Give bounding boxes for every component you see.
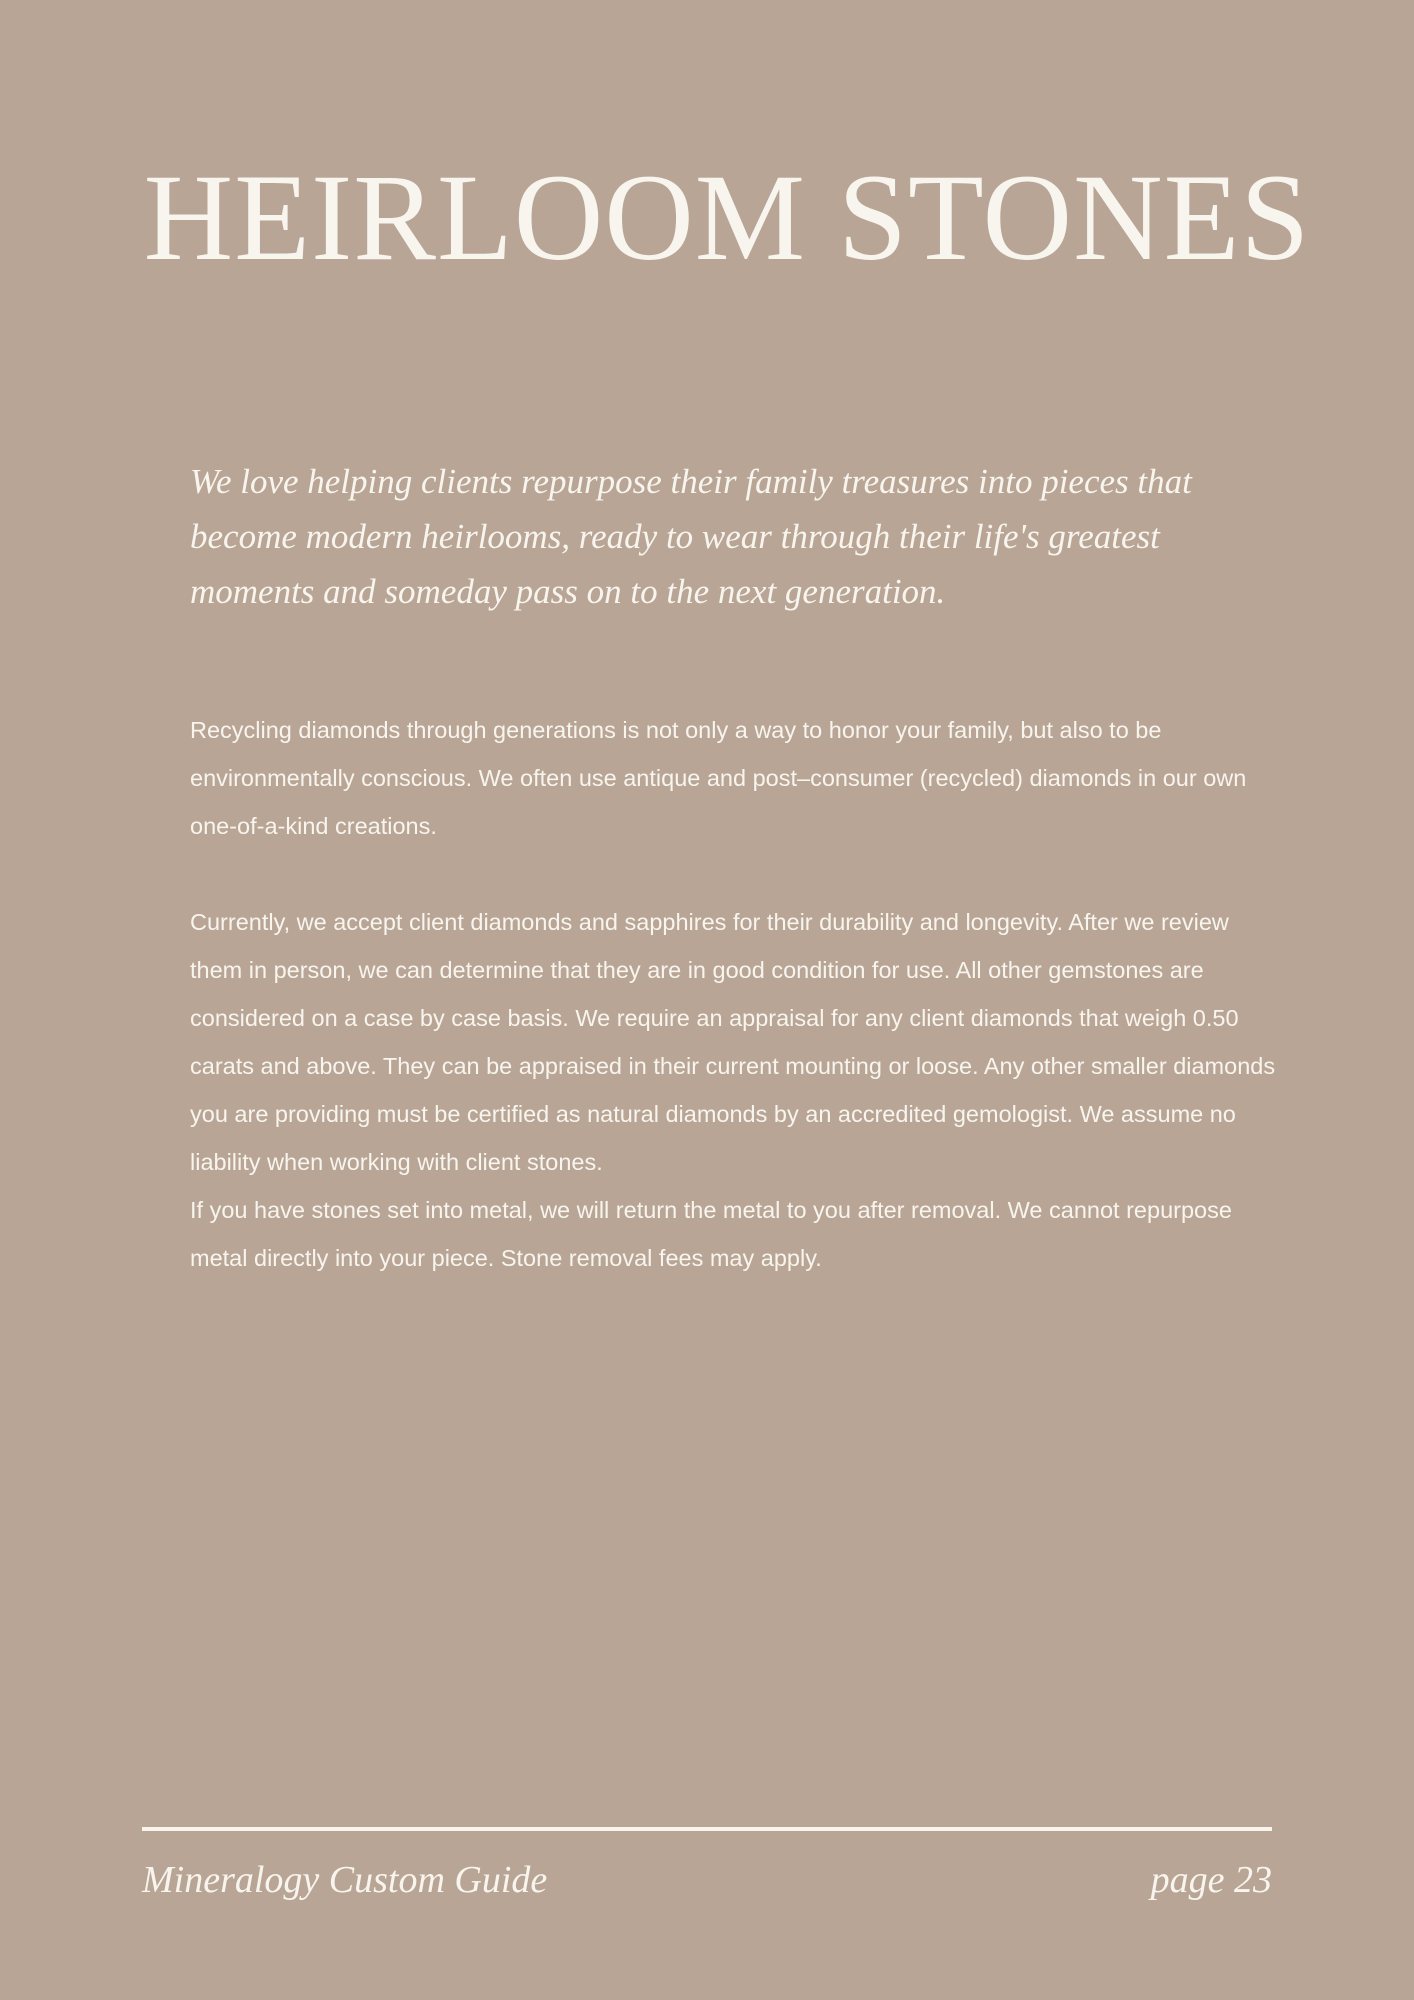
page-number: page 23 xyxy=(1150,1859,1272,1901)
paragraph-metal: If you have stones set into metal, we will return the metal to you after removal. We cannot repurpose metal directly into your piece. Stone removal fees may apply. xyxy=(190,1197,1232,1271)
page-title: HEIRLOOM STONES xyxy=(143,149,1311,286)
footer-guide-name: Mineralogy Custom Guide xyxy=(142,1859,548,1901)
body-text xyxy=(190,706,1280,1282)
footer-divider xyxy=(142,1827,1272,1831)
paragraph-recycling: Recycling diamonds through generations is not only a way to honor your family, but also to be environmentally conscious. We often use antique and post–consumer (recycled) diamonds in our own one-of-a-kind creations. xyxy=(190,717,1247,839)
intro-quote: We love helping clients repurpose their family treasures into pieces that become modern heirlooms, ready to wear through their life's greatest moments and someday pass on to the next generation. xyxy=(190,462,1192,611)
paragraph-acceptance: Currently, we accept client diamonds and sapphires for their durability and longevity. After we review them in person, we can determine that they are in good condition for use. All other gemstones are considered on a case by case basis. We require an appraisal for any client diamonds that weigh 0.50 carats and above. They can be appraised in their current mounting or loose. Any other smaller diamonds you are providing must be certified as natural diamonds by an accredited gemologist. We assume no liability when working with client stones. xyxy=(190,909,1276,1175)
